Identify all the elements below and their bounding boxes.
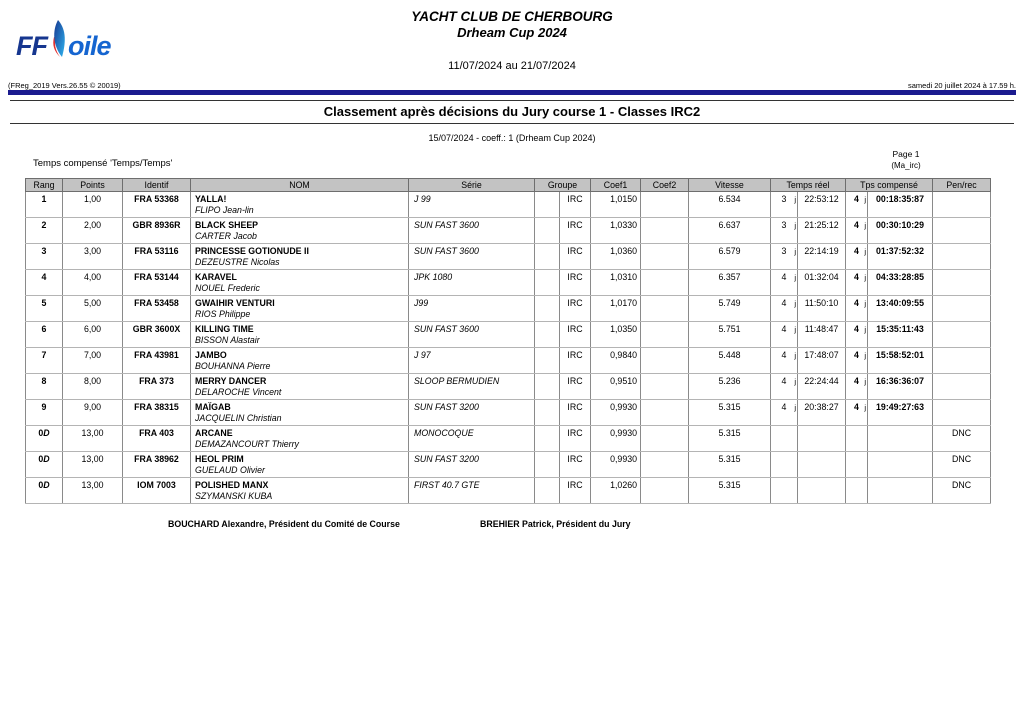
group-cell: IRC [560,296,591,322]
table-row [26,322,991,348]
points-cell: 13,00 [63,478,123,504]
real-time-cell: 22:24:44 [798,374,846,400]
speed-cell: 5.448 [689,348,771,374]
col-vitesse: Vitesse [689,179,771,192]
points-cell: 9,00 [63,400,123,426]
points-cell: 2,00 [63,218,123,244]
real-time-days-cell: 3 j [771,218,798,244]
boat-name: KARAVEL [195,272,237,282]
rank-cell: 0D [26,478,63,504]
col-temps-reel: Temps réel [771,179,846,192]
group-spacer-cell [535,426,560,452]
coef2-cell [641,374,689,400]
real-time-days-cell: 4 j [771,400,798,426]
table-header-row [26,179,991,192]
sail-number-cell: GBR 3600X [123,322,191,348]
group-spacer-cell [535,270,560,296]
real-time-cell: 11:48:47 [798,322,846,348]
real-time-days-cell [771,452,798,478]
coef1-cell: 0,9840 [591,348,641,374]
real-time-cell: 11:50:10 [798,296,846,322]
corrected-time-days-cell: 4 j [846,400,868,426]
real-time-cell: 21:25:12 [798,218,846,244]
logo-oile-text: oile [68,31,111,61]
group-cell: IRC [560,270,591,296]
table-row [26,192,991,218]
penalty-cell [933,296,991,322]
col-pen-rec: Pen/rec [933,179,991,192]
penalty-cell: DNC [933,452,991,478]
table-row [26,374,991,400]
speed-cell: 5.315 [689,426,771,452]
series-cell: MONOCOQUE [409,426,535,452]
points-cell: 6,00 [63,322,123,348]
boat-name-cell [191,322,409,348]
coef2-cell [641,426,689,452]
sail-number-cell: FRA 373 [123,374,191,400]
group-spacer-cell [535,192,560,218]
coef2-cell [641,218,689,244]
boat-name-cell [191,478,409,504]
rank-cell: 3 [26,244,63,270]
group-cell: IRC [560,400,591,426]
col-rang: Rang [26,179,63,192]
real-time-days-cell: 4 j [771,296,798,322]
boat-name-cell [191,400,409,426]
coef2-cell [641,400,689,426]
table-row [26,296,991,322]
document-title: Classement après décisions du Jury course 1 - Classes IRC2 [10,100,1014,124]
penalty-cell [933,400,991,426]
skipper-name: NOUEL Frederic [195,283,260,293]
penalty-cell [933,244,991,270]
points-cell: 7,00 [63,348,123,374]
real-time-days-cell: 3 j [771,244,798,270]
group-spacer-cell [535,452,560,478]
speed-cell: 5.749 [689,296,771,322]
points-cell: 13,00 [63,452,123,478]
corrected-time-cell [868,426,933,452]
sail-number-cell: FRA 53144 [123,270,191,296]
print-timestamp: samedi 20 juillet 2024 à 17.59 h. [908,81,1016,90]
coef1-cell: 1,0310 [591,270,641,296]
table-row [26,478,991,504]
group-cell: IRC [560,348,591,374]
race-committee-president: BOUCHARD Alexandre, Président du Comité de Course [168,519,400,529]
real-time-days-cell [771,478,798,504]
boat-name-cell [191,426,409,452]
skipper-name: GUELAUD Olivier [195,465,265,475]
series-cell: JPK 1080 [409,270,535,296]
skipper-name: DEMAZANCOURT Thierry [195,439,299,449]
penalty-cell [933,374,991,400]
coef2-cell [641,296,689,322]
col-coef2: Coef2 [641,179,689,192]
series-cell: J 97 [409,348,535,374]
boat-name: POLISHED MANX [195,480,269,490]
points-cell: 1,00 [63,192,123,218]
boat-name-cell [191,192,409,218]
corrected-time-days-cell: 4 j [846,348,868,374]
rank-cell: 9 [26,400,63,426]
series-cell: SUN FAST 3600 [409,218,535,244]
software-version: (FReg_2019 Vers.26.55 © 20019) [8,81,121,90]
boat-name: MERRY DANCER [195,376,267,386]
sail-number-cell: FRA 43981 [123,348,191,374]
boat-name: ARCANE [195,428,233,438]
series-cell: SUN FAST 3600 [409,244,535,270]
corrected-time-cell [868,478,933,504]
race-subtitle: 15/07/2024 - coeff.: 1 (Drheam Cup 2024) [428,133,596,143]
real-time-days-cell: 4 j [771,374,798,400]
table-row [26,348,991,374]
table-row [26,270,991,296]
group-cell: IRC [560,192,591,218]
penalty-cell [933,348,991,374]
rank-cell: 6 [26,322,63,348]
sail-number-cell: FRA 53368 [123,192,191,218]
corrected-time-days-cell: 4 j [846,218,868,244]
rank-cell: 8 [26,374,63,400]
coef1-cell: 0,9510 [591,374,641,400]
coef2-cell [641,322,689,348]
speed-cell: 6.637 [689,218,771,244]
penalty-cell [933,322,991,348]
corrected-time-cell: 15:58:52:01 [868,348,933,374]
skipper-name: BISSON Alastair [195,335,260,345]
group-spacer-cell [535,478,560,504]
rank-cell: 4 [26,270,63,296]
coef1-cell: 1,0360 [591,244,641,270]
rank-cell: 1 [26,192,63,218]
table-row [26,400,991,426]
points-cell: 8,00 [63,374,123,400]
boat-name-cell [191,244,409,270]
real-time-cell: 22:14:19 [798,244,846,270]
col-points: Points [63,179,123,192]
corrected-time-cell [868,452,933,478]
page-code: (Ma_irc) [891,161,921,170]
series-cell: J 99 [409,192,535,218]
group-cell: IRC [560,218,591,244]
skipper-name: CARTER Jacob [195,231,257,241]
page-number: Page 1 [892,149,920,159]
boat-name-cell [191,348,409,374]
logo-ff-text: FF [16,31,47,61]
table-row [26,218,991,244]
corrected-time-cell: 15:35:11:43 [868,322,933,348]
coef2-cell [641,270,689,296]
skipper-name: RIOS Philippe [195,309,251,319]
corrected-time-days-cell: 4 j [846,322,868,348]
boat-name: PRINCESSE GOTIONUDE II [195,246,309,256]
coef1-cell: 0,9930 [591,426,641,452]
points-cell: 5,00 [63,296,123,322]
real-time-cell [798,478,846,504]
real-time-days-cell: 4 j [771,322,798,348]
col-coef1: Coef1 [591,179,641,192]
points-cell: 4,00 [63,270,123,296]
corrected-time-days-cell [846,452,868,478]
boat-name: KILLING TIME [195,324,254,334]
sail-number-cell: FRA 403 [123,426,191,452]
boat-name: MAÏGAB [195,402,231,412]
corrected-time-days-cell: 4 j [846,374,868,400]
rank-cell: 0D [26,426,63,452]
group-cell: IRC [560,374,591,400]
speed-cell: 5.751 [689,322,771,348]
coef2-cell [641,478,689,504]
boat-name: JAMBO [195,350,227,360]
skipper-name: SZYMANSKI KUBA [195,491,273,501]
boat-name-cell [191,296,409,322]
speed-cell: 5.236 [689,374,771,400]
real-time-cell [798,452,846,478]
coef1-cell: 1,0150 [591,192,641,218]
coef1-cell: 1,0260 [591,478,641,504]
boat-name: GWAIHIR VENTURI [195,298,275,308]
skipper-name: DEZEUSTRE Nicolas [195,257,280,267]
corrected-time-days-cell: 4 j [846,296,868,322]
speed-cell: 6.357 [689,270,771,296]
corrected-time-cell: 01:37:52:32 [868,244,933,270]
real-time-cell: 20:38:27 [798,400,846,426]
group-spacer-cell [535,348,560,374]
corrected-time-cell: 04:33:28:85 [868,270,933,296]
series-cell: SUN FAST 3600 [409,322,535,348]
event-title: Drheam Cup 2024 [457,25,567,40]
corrected-time-days-cell [846,426,868,452]
corrected-time-cell: 16:36:36:07 [868,374,933,400]
corrected-time-cell: 00:18:35:87 [868,192,933,218]
event-dates: 11/07/2024 au 21/07/2024 [448,60,576,72]
table-row [26,426,991,452]
group-cell: IRC [560,478,591,504]
col-identif: Identif [123,179,191,192]
speed-cell: 5.315 [689,452,771,478]
col-nom: NOM [191,179,409,192]
rank-cell: 2 [26,218,63,244]
coef1-cell: 1,0170 [591,296,641,322]
table-row [26,452,991,478]
series-cell: J99 [409,296,535,322]
real-time-days-cell: 4 j [771,348,798,374]
coef2-cell [641,348,689,374]
corrected-time-days-cell [846,478,868,504]
real-time-days-cell [771,426,798,452]
corrected-time-days-cell: 4 j [846,192,868,218]
group-spacer-cell [535,296,560,322]
speed-cell: 5.315 [689,400,771,426]
series-cell: SUN FAST 3200 [409,400,535,426]
points-cell: 3,00 [63,244,123,270]
sail-number-cell: FRA 38962 [123,452,191,478]
boat-name: HEOL PRIM [195,454,244,464]
rank-cell: 0D [26,452,63,478]
results-table [25,178,991,504]
speed-cell: 5.315 [689,478,771,504]
group-cell: IRC [560,244,591,270]
club-title: YACHT CLUB DE CHERBOURG [411,9,613,24]
skipper-name: JACQUELIN Christian [195,413,282,423]
rank-cell: 5 [26,296,63,322]
group-cell: IRC [560,322,591,348]
coef2-cell [641,244,689,270]
series-cell: FIRST 40.7 GTE [409,478,535,504]
group-cell: IRC [560,426,591,452]
speed-cell: 6.534 [689,192,771,218]
jury-president: BREHIER Patrick, Président du Jury [480,519,631,529]
col-serie: Série [409,179,535,192]
boat-name-cell [191,218,409,244]
group-spacer-cell [535,244,560,270]
sail-number-cell: FRA 38315 [123,400,191,426]
skipper-name: FLIPO Jean-lin [195,205,254,215]
corrected-time-days-cell: 4 j [846,270,868,296]
real-time-days-cell: 4 j [771,270,798,296]
coef1-cell: 0,9930 [591,400,641,426]
real-time-cell: 22:53:12 [798,192,846,218]
real-time-cell: 17:48:07 [798,348,846,374]
sail-number-cell: FRA 53458 [123,296,191,322]
coef1-cell: 1,0350 [591,322,641,348]
coef1-cell: 0,9930 [591,452,641,478]
penalty-cell [933,270,991,296]
header-divider-rule [8,90,1016,95]
penalty-cell [933,192,991,218]
corrected-time-cell: 19:49:27:63 [868,400,933,426]
penalty-cell: DNC [933,426,991,452]
series-cell: SUN FAST 3200 [409,452,535,478]
group-spacer-cell [535,374,560,400]
group-spacer-cell [535,400,560,426]
points-cell: 13,00 [63,426,123,452]
col-groupe: Groupe [535,179,591,192]
group-spacer-cell [535,218,560,244]
time-mode-label: Temps compensé 'Temps/Temps' [33,158,173,169]
group-spacer-cell [535,322,560,348]
real-time-cell [798,426,846,452]
skipper-name: BOUHANNA Pierre [195,361,271,371]
coef1-cell: 1,0330 [591,218,641,244]
sail-number-cell: FRA 53116 [123,244,191,270]
real-time-days-cell: 3 j [771,192,798,218]
penalty-cell [933,218,991,244]
rank-cell: 7 [26,348,63,374]
corrected-time-cell: 00:30:10:29 [868,218,933,244]
sail-number-cell: GBR 8936R [123,218,191,244]
corrected-time-cell: 13:40:09:55 [868,296,933,322]
penalty-cell: DNC [933,478,991,504]
boat-name-cell [191,270,409,296]
corrected-time-days-cell: 4 j [846,244,868,270]
boat-name: YALLA! [195,194,227,204]
speed-cell: 6.579 [689,244,771,270]
coef2-cell [641,452,689,478]
table-row [26,244,991,270]
series-cell: SLOOP BERMUDIEN [409,374,535,400]
boat-name: BLACK SHEEP [195,220,259,230]
col-tps-compense: Tps compensé [846,179,933,192]
sail-number-cell: IOM 7003 [123,478,191,504]
coef2-cell [641,192,689,218]
real-time-cell: 01:32:04 [798,270,846,296]
boat-name-cell [191,452,409,478]
group-cell: IRC [560,452,591,478]
boat-name-cell [191,374,409,400]
page-info [858,149,954,171]
skipper-name: DELAROCHE Vincent [195,387,282,397]
